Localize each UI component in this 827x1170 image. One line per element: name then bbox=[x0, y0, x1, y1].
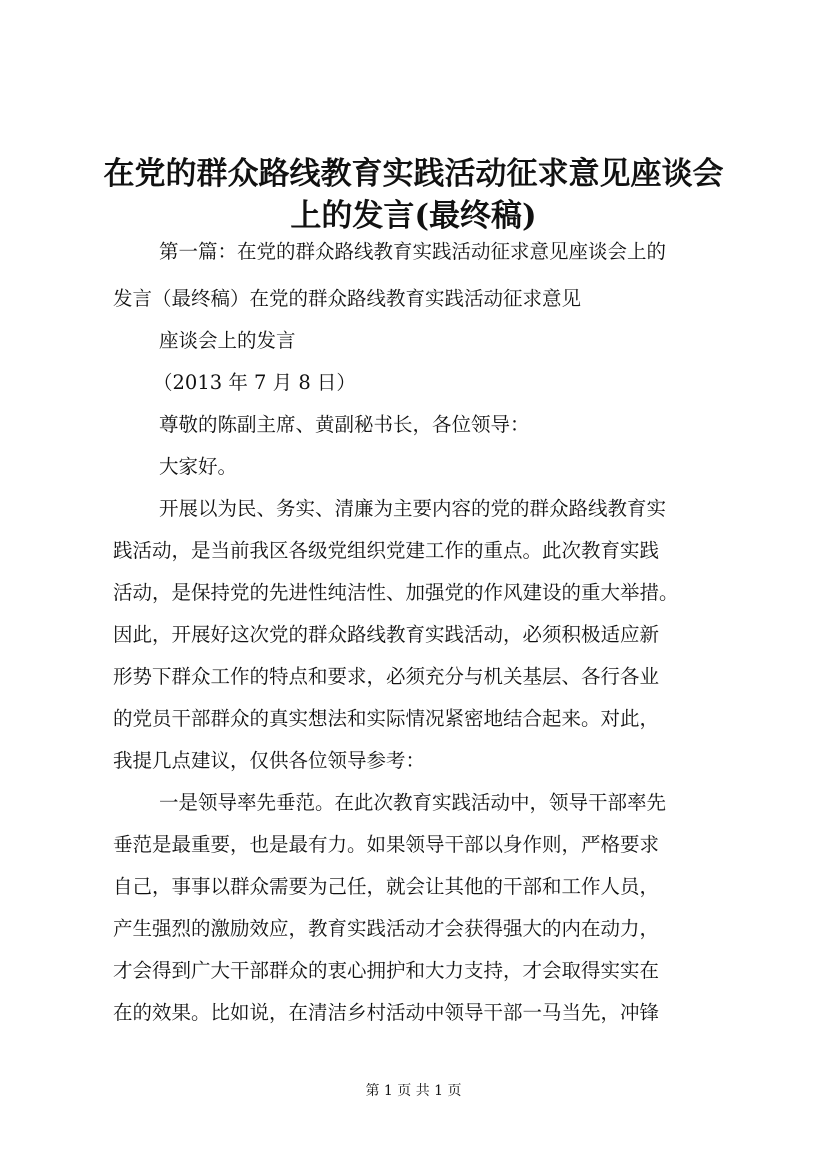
body-line-2: 发言（最终稿）在党的群众路线教育实践活动征求意见 bbox=[113, 287, 582, 310]
body-line-15: 垂范是最重要，也是最有力。如果领导干部以身作则，严格要求 bbox=[113, 833, 660, 856]
document-title-line-2: 上的发言(最终稿) bbox=[290, 198, 537, 234]
body-line-8: 践活动，是当前我区各级党组织党建工作的重点。此次教育实践 bbox=[113, 539, 660, 562]
body-line-14: 一是领导率先垂范。在此次教育实践活动中，领导干部率先 bbox=[159, 791, 667, 814]
body-line-6: 大家好。 bbox=[159, 455, 238, 478]
body-line-10: 因此，开展好这次党的群众路线教育实践活动，必须积极适应新 bbox=[113, 623, 660, 646]
document-title-line-1: 在党的群众路线教育实践活动征求意见座谈会 bbox=[103, 156, 724, 192]
body-line-19: 在的效果。比如说，在清洁乡村活动中领导干部一马当先，冲锋 bbox=[113, 1001, 660, 1024]
body-line-1: 第一篇：在党的群众路线教育实践活动征求意见座谈会上的 bbox=[159, 240, 667, 263]
body-line-4: （2013 年 7 月 8 日） bbox=[153, 371, 356, 394]
body-line-5: 尊敬的陈副主席、黄副秘书长，各位领导： bbox=[159, 413, 530, 436]
body-line-11: 形势下群众工作的特点和要求，必须充分与机关基层、各行各业 bbox=[113, 665, 660, 688]
body-line-9: 活动，是保持党的先进性纯洁性、加强党的作风建设的重大举措。 bbox=[113, 581, 679, 604]
body-line-12: 的党员干部群众的真实想法和实际情况紧密地结合起来。对此， bbox=[113, 707, 660, 730]
body-line-3: 座谈会上的发言 bbox=[159, 329, 296, 352]
body-line-7: 开展以为民、务实、清廉为主要内容的党的群众路线教育实 bbox=[159, 497, 667, 520]
body-line-18: 才会得到广大干部群众的衷心拥护和大力支持，才会取得实实在 bbox=[113, 959, 660, 982]
page-footer: 第 1 页 共 1 页 bbox=[365, 1083, 462, 1099]
body-line-13: 我提几点建议，仅供各位领导参考： bbox=[113, 749, 426, 772]
body-line-17: 产生强烈的激励效应，教育实践活动才会获得强大的内在动力， bbox=[113, 917, 660, 940]
body-line-16: 自己，事事以群众需要为己任，就会让其他的干部和工作人员， bbox=[113, 875, 660, 898]
